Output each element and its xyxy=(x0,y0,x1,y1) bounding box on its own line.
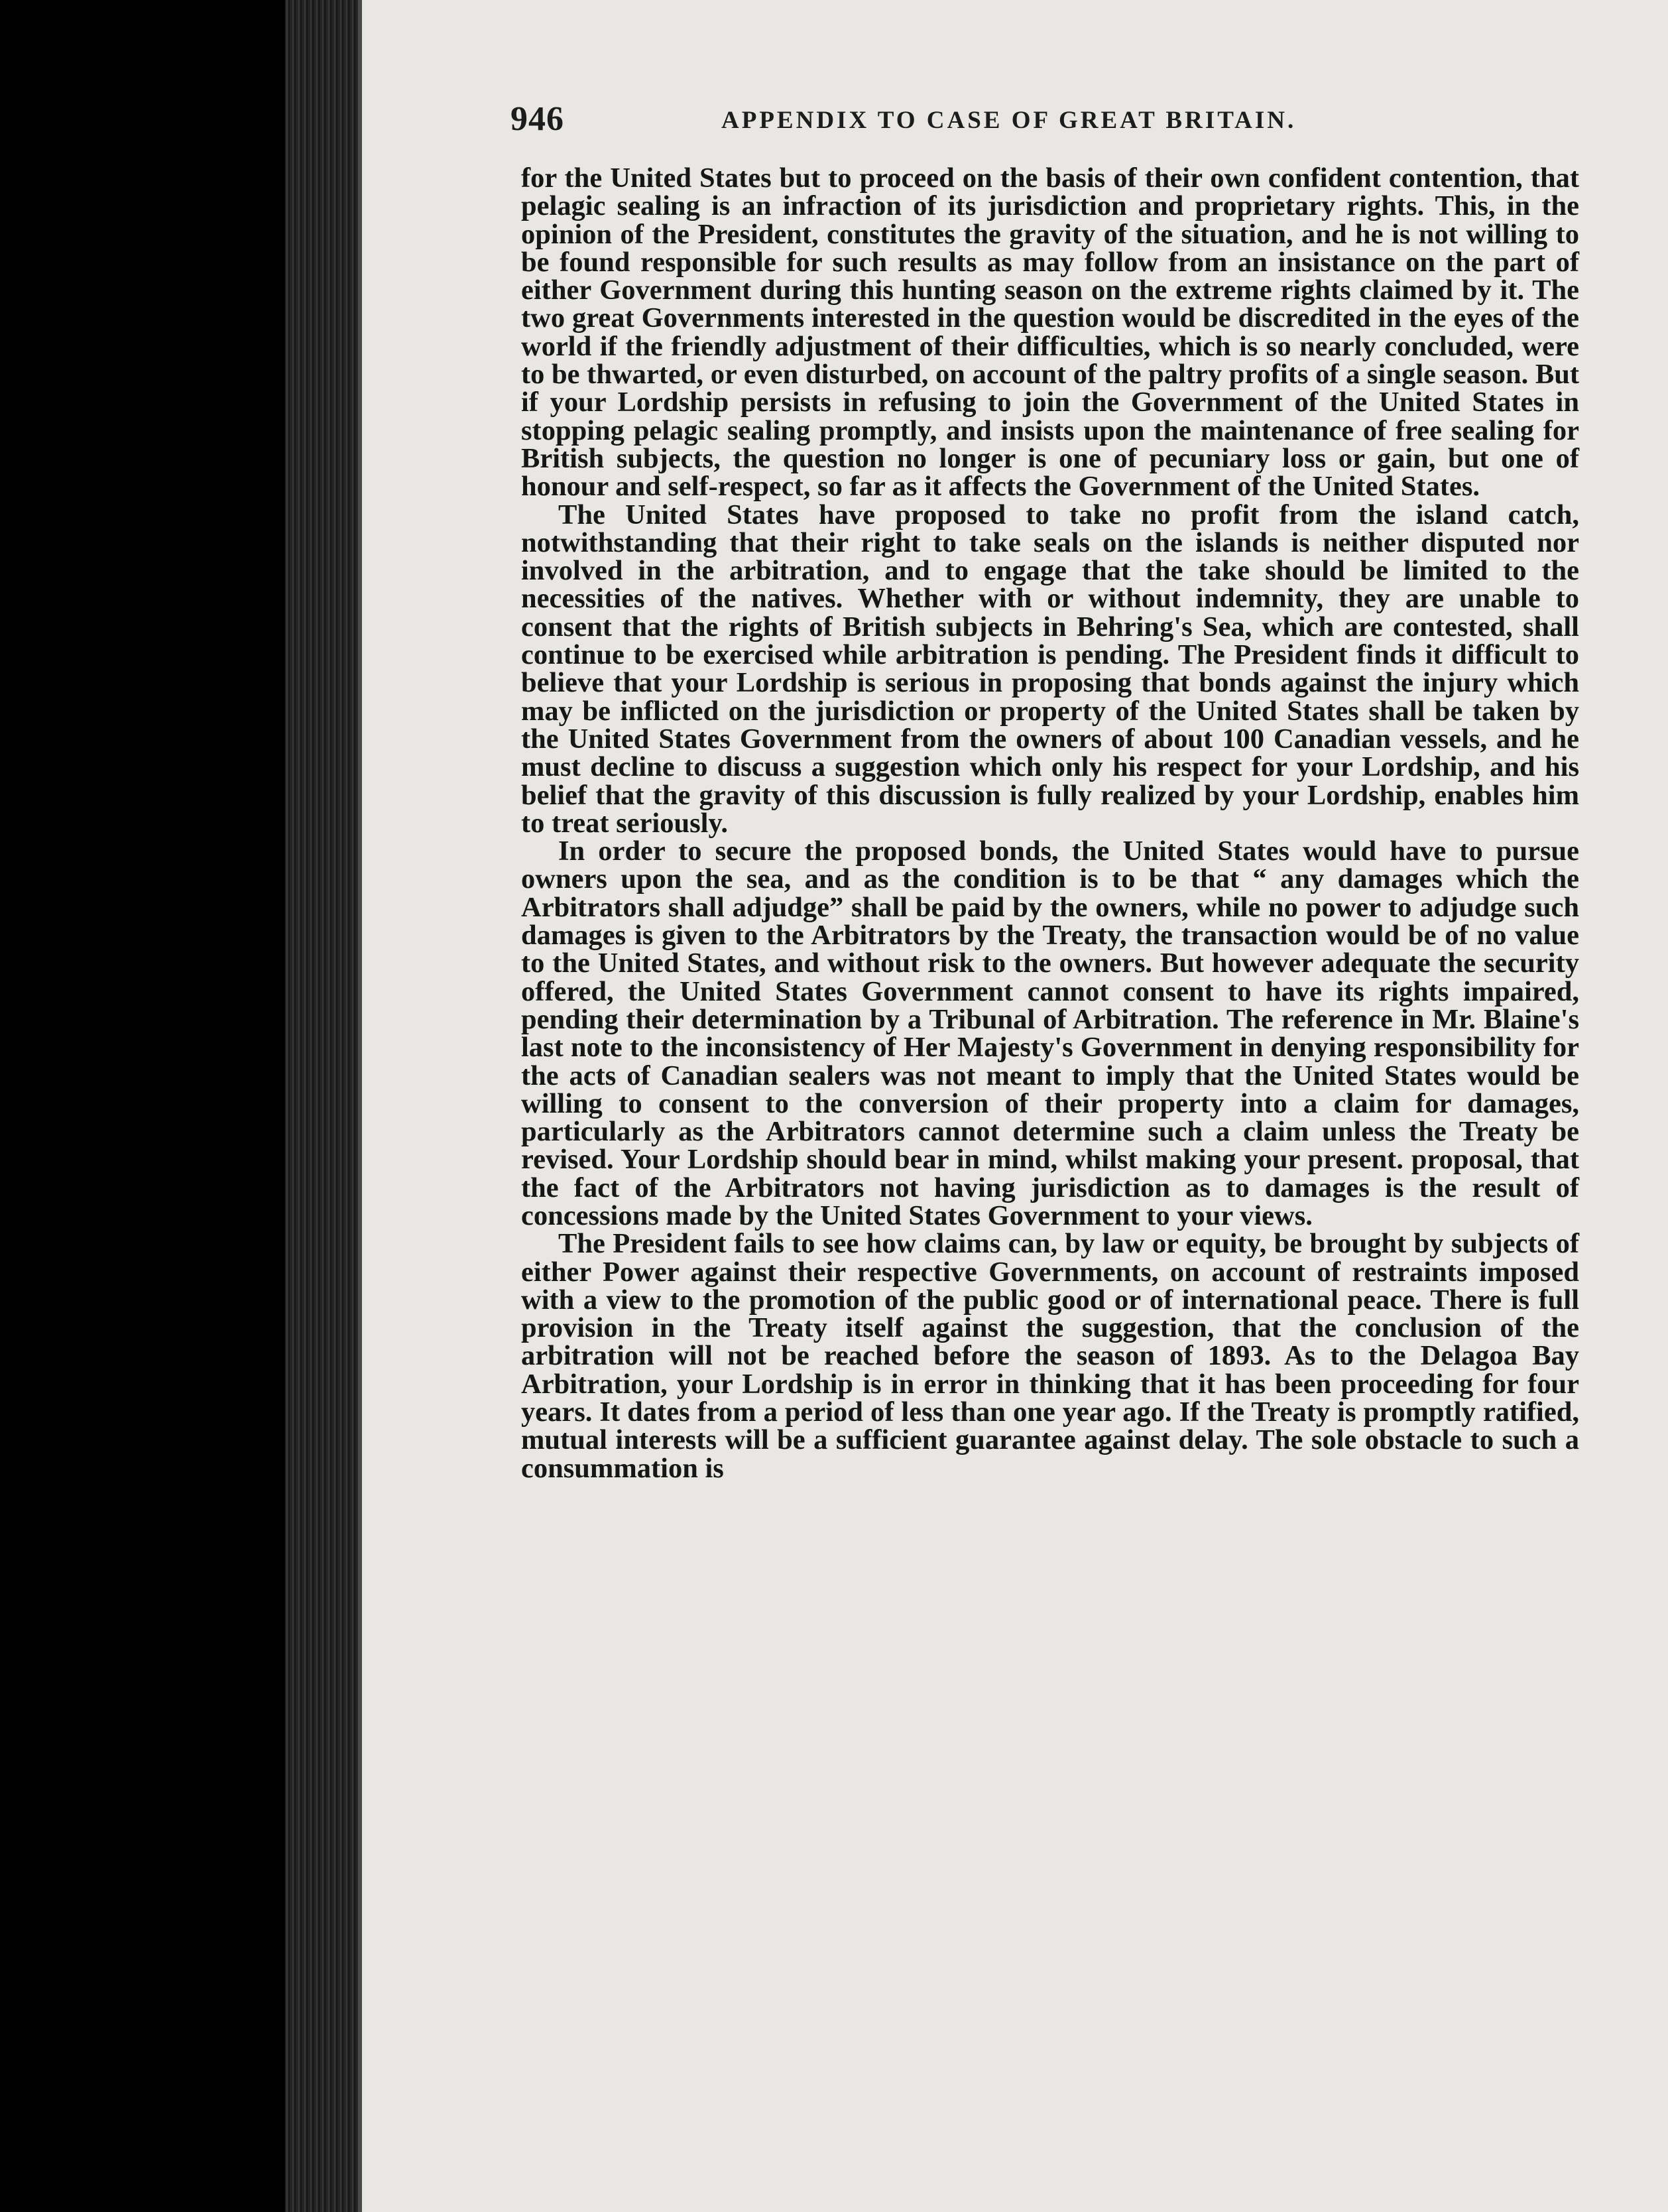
paragraph: for the United States but to proceed on the basis of their own confident contention, that pelagic sealing is an infraction of its jurisdiction and proprietary rights. This, in the opinion of the President, constitutes the gravity of the situation, and he is not willing to be found responsible for such results as may follow from an insistance on the part of either Government during this hunting season on the extreme rights claimed by it. The two great Governments interested in the question would be discredited in the eyes of the world if the friendly adjustment of their difficulties, which is so nearly concluded, were to be thwarted, or even disturbed, on account of the paltry profits of a single season. But if your Lordship persists in refusing to join the Government of the United States in stopping pelagic sealing promptly, and insists upon the maintenance of free sealing for British subjects, the question no longer is one of pecuniary loss or gain, but one of honour and self-respect, so far as it affects the Government of the United States. xyxy=(521,162,1579,503)
book-page-edges xyxy=(285,0,358,2212)
paragraph: The United States have proposed to take no profit from the island catch, notwithstanding that their right to take seals on the islands is neither disputed nor involved in the arbitration, and to engage that the take should be limited to the necessities of the natives. Whether with or without indemnity, they are unable to consent that the rights of British subjects in Behring's Sea, which are contested, shall continue to be exercised while arbitration is pending. The President finds it difficult to believe that your Lordship is serious in proposing that bonds against the injury which may be inflicted on the jurisdiction or property of the United States shall be taken by the United States Government from the owners of about 100 Canadian vessels, and he must decline to discuss a suggestion which only his respect for your Lordship, and his belief that the gravity of this discussion is fully realized by your Lordship, enables him to treat seriously. xyxy=(521,499,1579,839)
paragraph: In order to secure the proposed bonds, the United States would have to pursue owners upon the sea, and as the condition is to be that “ any damages which the Arbitrators shall adjudge” shall be paid by the owners, while no power to adjudge such damages is given to the Arbitrators by the Treaty, the transaction would be of no value to the United States, and without risk to the owners. But however adequate the security offered, the United States Government cannot consent to have its rights impaired, pending their determination by a Tribunal of Arbitration. The reference in Mr. Blaine's last note to the inconsistency of Her Majesty's Government in denying responsibility for the acts of Canadian sealers was not meant to imply that the United States would be willing to consent to the conversion of their property into a claim for damages, particularly as the Arbitrators cannot determine such a claim unless the Treaty be revised. Your Lordship should bear in mind, whilst making your present. proposal, that the fact of the Arbitrators not having jurisdiction as to damages is the result of concessions made by the United States Government to your views. xyxy=(521,835,1579,1231)
page-number: 946 xyxy=(510,100,564,138)
page-header xyxy=(510,99,1505,146)
paragraph: The President fails to see how claims can, by law or equity, be brought by subjects of either Power against their respective Governments, on account of restraints imposed with a view to the promotion of the public good or of international peace. There is full provision in the Treaty itself against the suggestion, that the conclusion of the arbitration will not be reached before the season of 1893. As to the Delagoa Bay Arbitration, your Lordship is in error in thinking that it has been proceeding for four years. It dates from a period of less than one year ago. If the Treaty is promptly ratified, mutual interests will be a sufficient guarantee against delay. The sole obstacle to such a consummation is xyxy=(521,1228,1579,1484)
running-head: APPENDIX TO CASE OF GREAT BRITAIN. xyxy=(721,107,1297,134)
scan-dark-margin xyxy=(0,0,285,2212)
body-text xyxy=(521,164,1579,1483)
